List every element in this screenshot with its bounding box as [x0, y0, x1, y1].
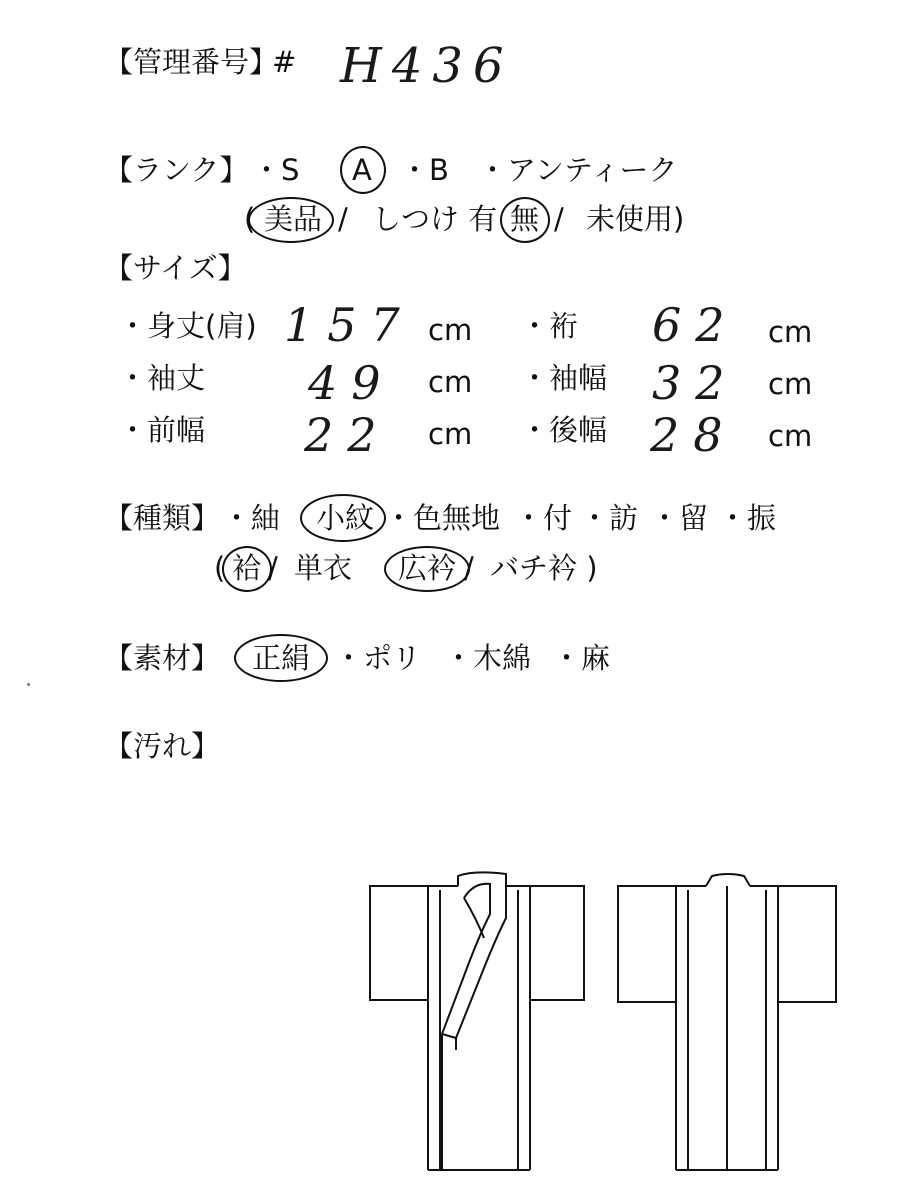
type-hitoe: 単衣 [294, 551, 353, 585]
type-option-tome: ・留 [650, 501, 709, 535]
type-option-furi: ・振 [718, 501, 777, 535]
rank-selected-circle [340, 146, 386, 194]
kimono-front-icon [366, 868, 586, 1178]
size-label-yuki: ・裄 [520, 309, 579, 343]
material-option-poly: ・ポリ [334, 641, 422, 675]
type-option-tsuke: ・付 [514, 501, 573, 535]
type-option-tsumugi: ・紬 [222, 501, 281, 535]
condition-bihin: 美品 [264, 202, 323, 236]
rank-slash-1: / [338, 202, 348, 236]
type-hiroeri: 広衿 [398, 551, 457, 585]
rank-open-paren: ( [244, 202, 256, 236]
size-unit-maehaba: cm [428, 417, 473, 451]
size-label: 【サイズ】 [104, 251, 247, 285]
management-number: H436 [340, 38, 514, 94]
management-label: 【管理番号】 [104, 45, 279, 79]
material-option-cotton: ・木綿 [444, 641, 532, 675]
rank-option-a: A [352, 153, 372, 187]
type-open-paren: ( [214, 551, 226, 585]
size-value-ushirohaba: 28 [650, 408, 737, 462]
stains-label: 【汚れ】 [104, 729, 221, 763]
size-value-maehaba: 22 [304, 408, 391, 462]
type-bachieri: バチ衿 ) [490, 551, 598, 585]
shitsuke-selected-circle [500, 197, 550, 243]
size-unit-ushirohaba: cm [768, 419, 813, 453]
type-option-komon: 小紋 [316, 501, 375, 535]
size-value-yuki: 62 [652, 298, 739, 352]
type-selected-circle [300, 494, 386, 542]
rank-slash-2: / [554, 202, 564, 236]
size-unit-yuki: cm [768, 315, 813, 349]
rank-label: 【ランク】 [104, 153, 249, 187]
size-value-mitake: 157 [284, 298, 414, 352]
size-label-sodetake: ・袖丈 [118, 361, 206, 395]
collar-selected-circle [384, 546, 470, 592]
awase-selected-circle [222, 546, 272, 592]
size-label-sodehaba: ・袖幅 [520, 361, 608, 395]
size-unit-sodetake: cm [428, 365, 473, 399]
type-label: 【種類】 [104, 501, 221, 535]
material-option-hemp: ・麻 [552, 641, 611, 675]
type-slash-1: / [268, 551, 278, 585]
type-option-iromuji: ・色無地 [384, 501, 501, 535]
stray-mark [27, 683, 30, 686]
rank-option-s: ・S [252, 153, 300, 187]
type-awase: 袷 [232, 551, 262, 585]
size-label-mitake: ・身丈(肩) [118, 309, 257, 343]
shitsuke-label: しつけ 有 [372, 202, 498, 236]
shitsuke-selected: 無 [510, 202, 540, 236]
rank-option-b: ・B [400, 153, 449, 187]
size-label-ushirohaba: ・後幅 [520, 413, 608, 447]
kimono-back-icon [614, 870, 844, 1180]
management-hash: # [272, 45, 297, 79]
size-unit-sodehaba: cm [768, 367, 813, 401]
material-option-shoken: 正絹 [252, 641, 311, 675]
type-slash-2: / [464, 551, 474, 585]
type-option-hou: ・訪 [580, 501, 639, 535]
size-value-sodehaba: 32 [652, 356, 739, 410]
material-selected-circle [234, 634, 328, 682]
material-label: 【素材】 [104, 641, 221, 675]
unused-label: 未使用) [586, 202, 685, 236]
size-unit-mitake: cm [428, 313, 473, 347]
rank-option-antique: ・アンティーク [478, 153, 678, 187]
size-label-maehaba: ・前幅 [118, 413, 206, 447]
condition-selected-circle [248, 197, 334, 243]
size-value-sodetake: 49 [308, 356, 395, 410]
